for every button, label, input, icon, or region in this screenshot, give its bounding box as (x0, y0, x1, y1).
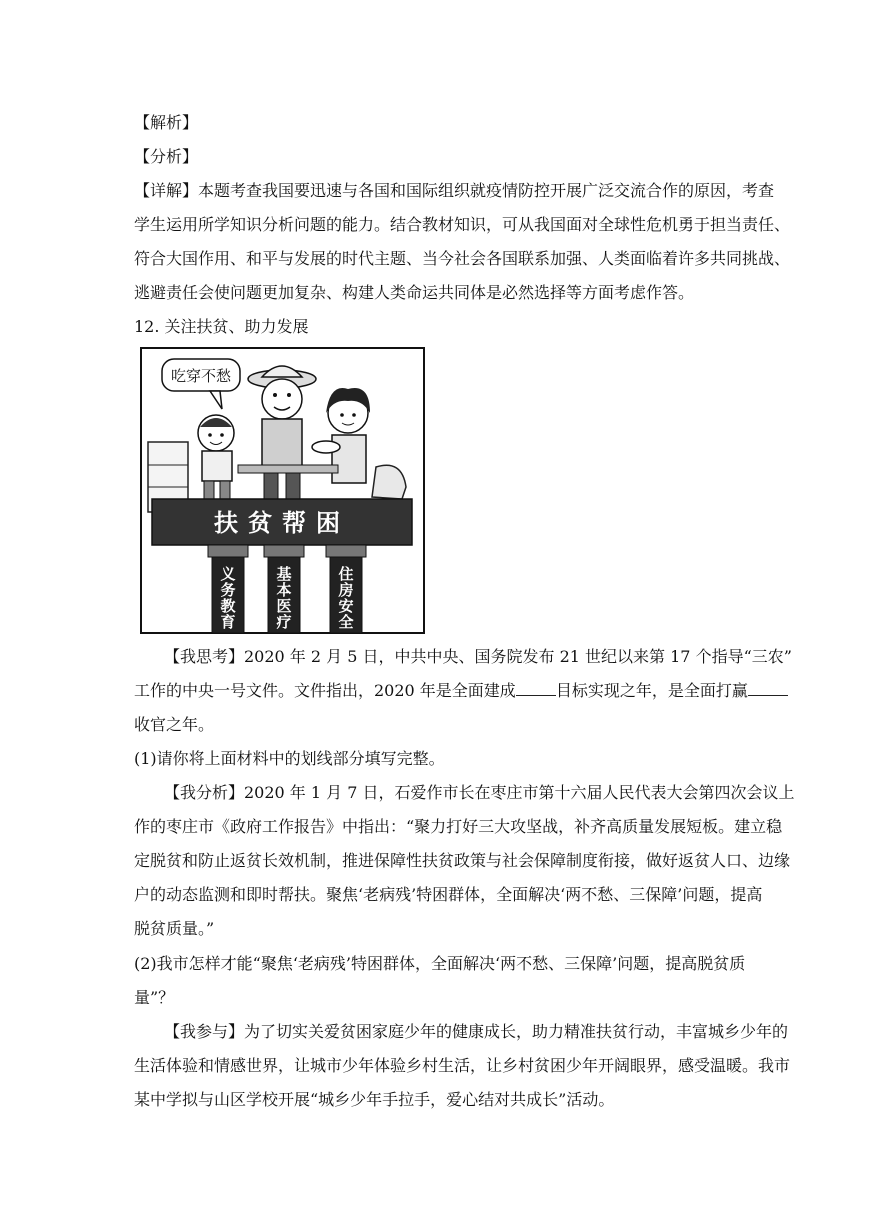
fill-blank-1[interactable] (516, 681, 556, 696)
text-line: 学生运用所学知识分析问题的能力。结合教材知识，可从我国面对全球性危机勇于担当责任、 (134, 215, 791, 234)
question-1: (1)请你将上面材料中的划线部分填写完整。 (134, 749, 445, 768)
text-line: 【详解】本题考查我国要迅速与各国和国际组织就疫情防控开展广泛交流合作的原因，考查 (134, 181, 775, 200)
text-line: 脱贫质量。” (134, 919, 215, 938)
poverty-alleviation-cartoon (140, 347, 425, 634)
text-line: 户的动态监测和即时帮扶。聚焦‘老病残’特困群体，全面解决‘两不愁、三保障’问题，提高 (134, 885, 763, 904)
text-line: 某中学拟与山区学校开展“城乡少年手拉手，爱心结对共成长”活动。 (134, 1090, 615, 1109)
text-line: 【我分析】2020 年 1 月 7 日，石爱作市长在枣庄市第十六届人民代表大会第四次会议上 (164, 783, 795, 802)
text-line: 【我参与】为了切实关爱贫困家庭少年的健康成长，助力精准扶贫行动，丰富城乡少年的 (164, 1022, 789, 1041)
text-line (134, 680, 788, 702)
label-jiexi: 【解析】 (134, 113, 199, 132)
text-line: 作的枣庄市《政府工作报告》中指出：“聚力打好三大攻坚战，补齐高质量发展短板。建立稳 (134, 817, 783, 836)
label-fenxi: 【分析】 (134, 147, 199, 166)
text-line: 量”？ (134, 988, 175, 1007)
speech-bubble-text: 吃穿不愁 (170, 367, 232, 385)
pillar-label-housing: 住房安全 (338, 565, 354, 631)
question-title: 12. 关注扶贫、助力发展 (134, 317, 309, 336)
text-line: 符合大国作用、和平与发展的时代主题、当今社会各国联系加强、人类面临着许多共同挑战、 (134, 249, 791, 268)
fill-blank-2[interactable] (748, 681, 788, 696)
pillar-label-medical: 基本医疗 (276, 565, 292, 631)
text-segment: 目标实现之年，是全面打赢 (555, 681, 748, 700)
text-line: 逃避责任会使问题更加复杂、构建人类命运共同体是必然选择等方面考虑作答。 (134, 283, 695, 302)
text-line: (2)我市怎样才能“聚焦‘老病残’特困群体，全面解决‘两不愁、三保障’问题，提高脱贫质 (134, 954, 746, 973)
text-segment: 工作的中央一号文件。文件指出，2020 年是全面建成 (134, 681, 516, 700)
banner-text: 扶贫帮困 (214, 509, 350, 537)
text-line: 【我思考】2020 年 2 月 5 日，中共中央、国务院发布 21 世纪以来第 17 个指导“三农” (164, 647, 792, 666)
pillar-label-education: 义务教育 (220, 565, 236, 631)
text-line: 定脱贫和防止返贫长效机制，推进保障性扶贫政策与社会保障制度衔接，做好返贫人口、边缘 (134, 851, 791, 870)
text-line: 生活体验和情感世界，让城市少年体验乡村生活，让乡村贫困少年开阔眼界，感受温暖。我市 (134, 1056, 791, 1075)
text-line: 收官之年。 (134, 715, 215, 734)
